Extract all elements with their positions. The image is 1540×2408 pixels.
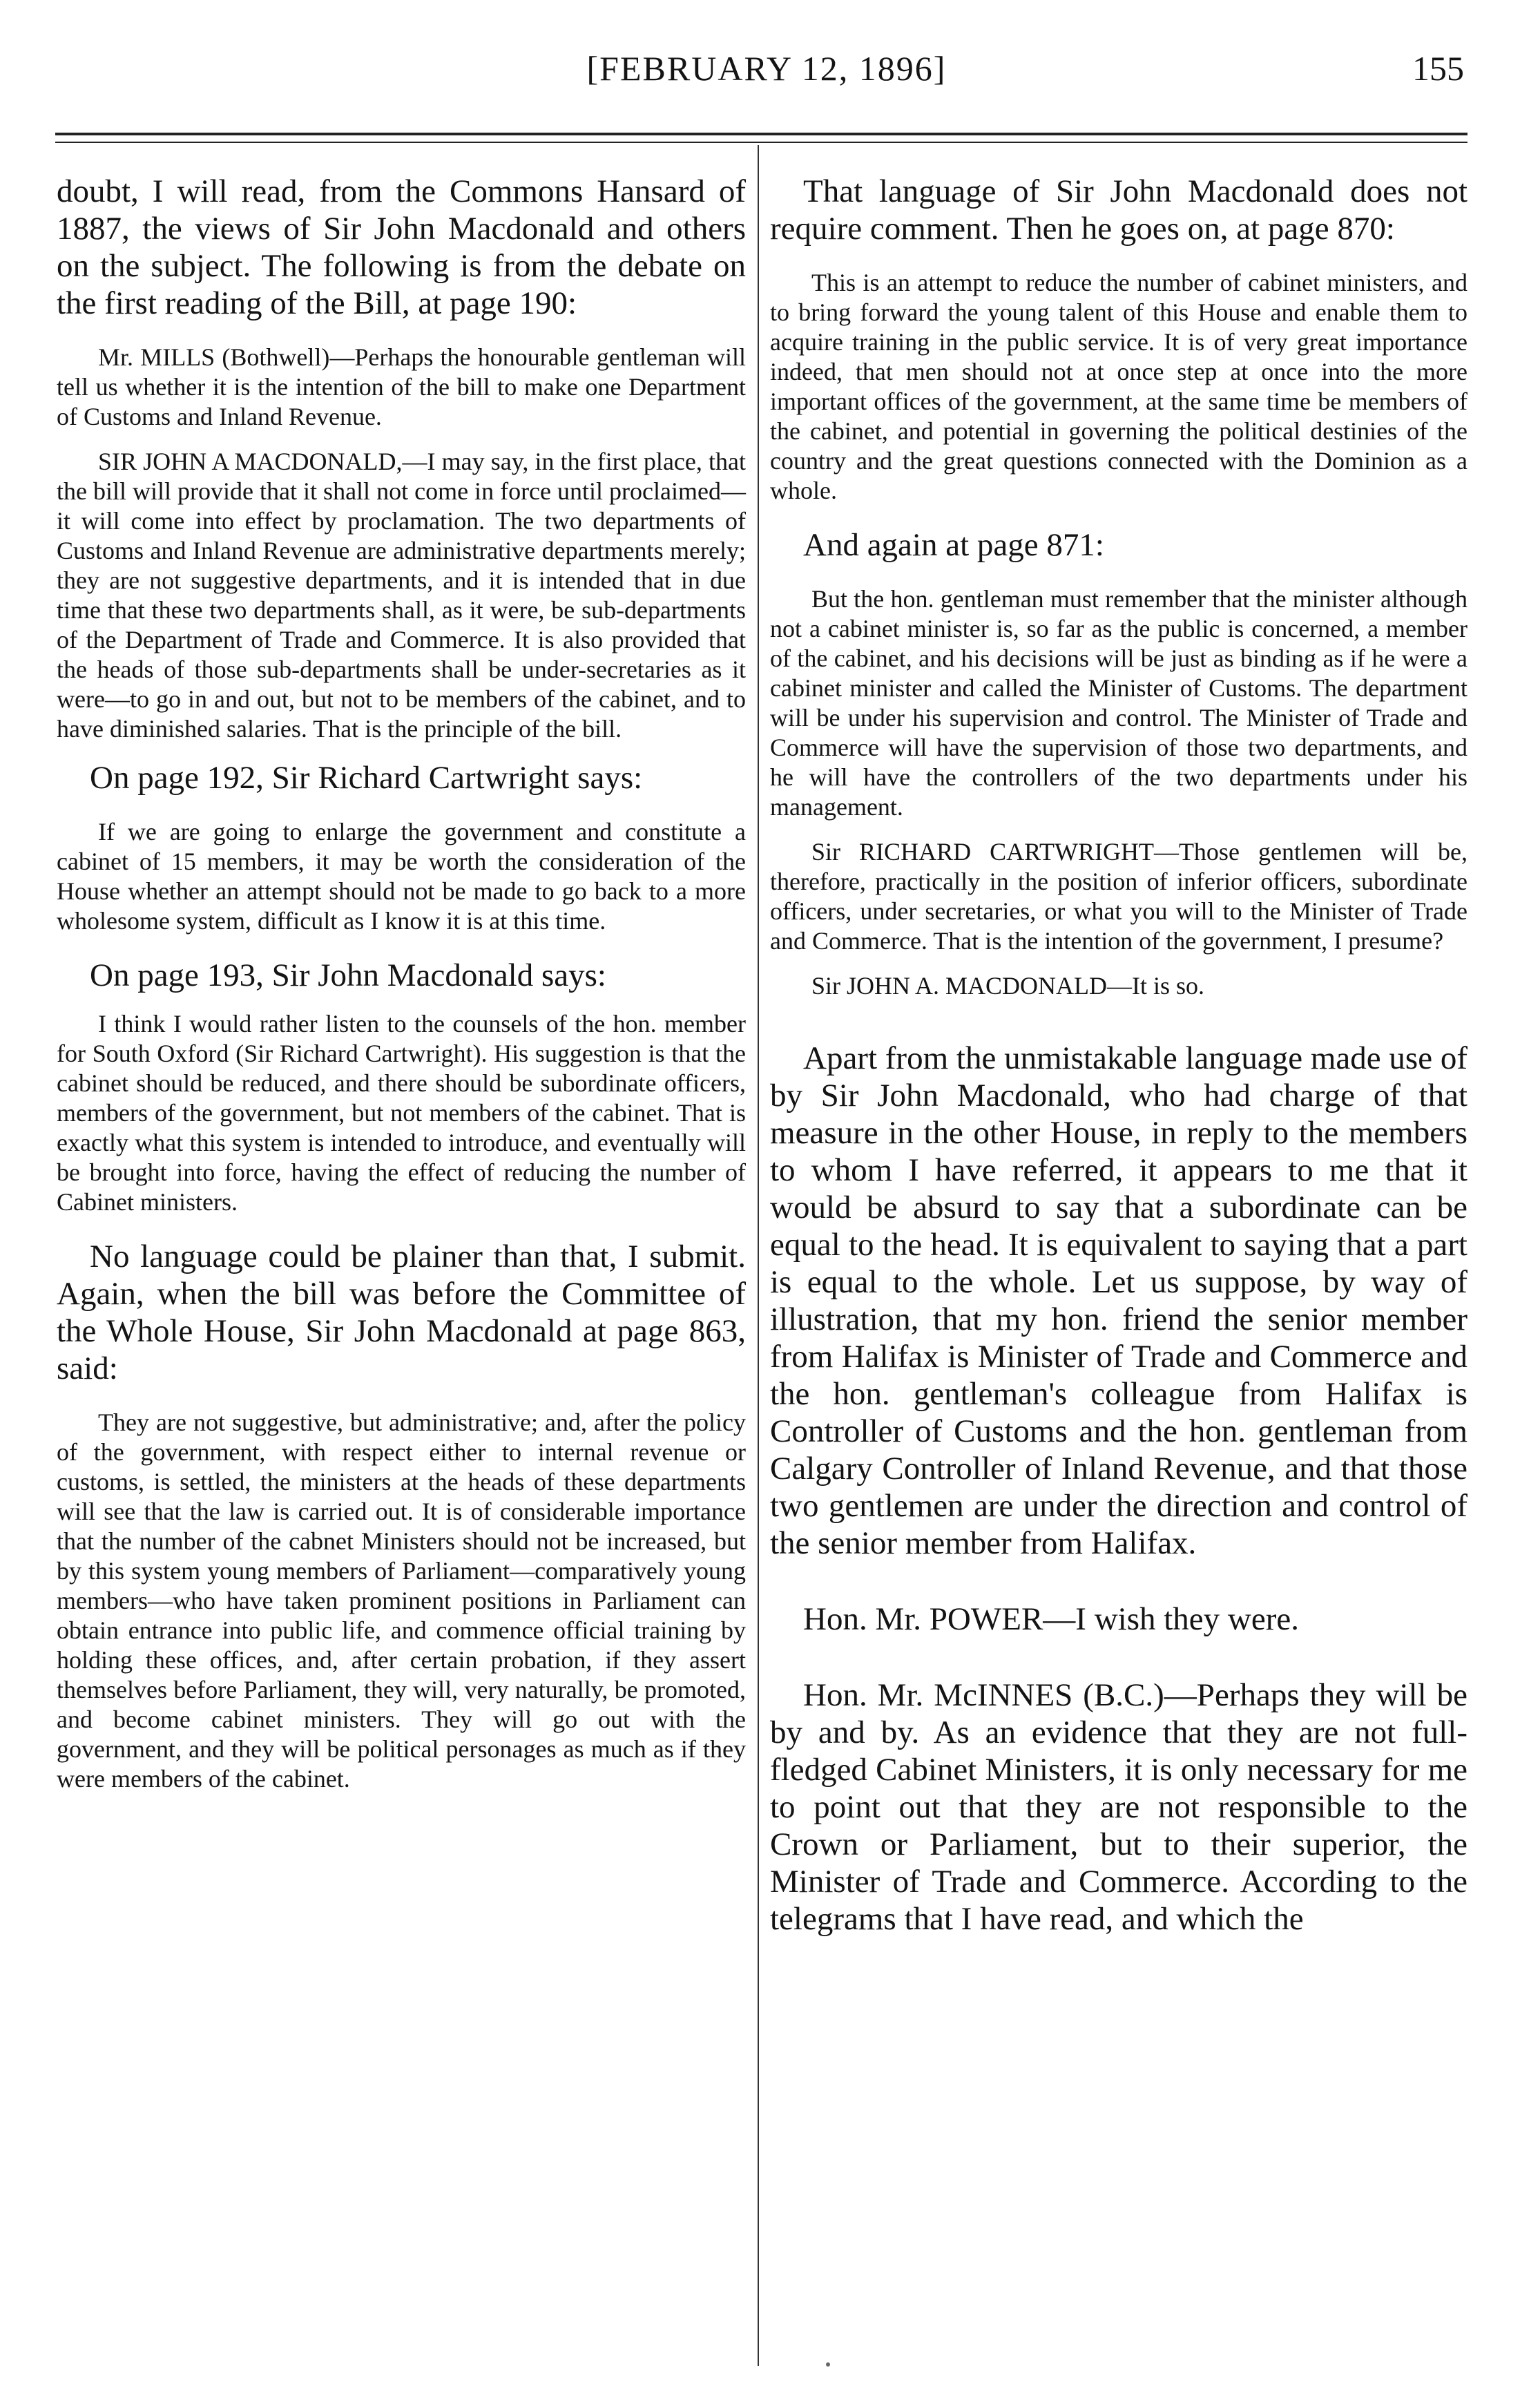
paragraph: On page 192, Sir Richard Cartwright says: [90,760,643,796]
quote-paragraph: Mr. MILLS (Bothwell)—Perhaps the honourable gentleman will tell us whether it is the intention of the bill to make one Department of Customs and Inland Revenue. [57,343,746,430]
header-rule-thick [55,133,1467,135]
paragraph: No language could be plainer than that, I submit. Again, when the bill was before the Committee of the Whole House, Sir John Macdonald at page 863, said: [57,1239,746,1386]
paragraph: That language of Sir John Macdonald does not require comment. Then he goes on, at page 870: [770,173,1467,247]
paragraph: And again at page 871: [803,527,1104,563]
paragraph: Apart from the unmistakable language made use of by Sir John Macdonald, who had charge of that measure in the other House, in reply to the members to whom I have referred, it appears to me that it would be absurd to say that a subordinate can be equal to the head. It is equivalent to saying that a part is equal to the whole. Let us suppose, by way of illustration, that my hon. friend the senior member from Halifax is Minister of Trade and Commerce and the hon. gentleman's colleague from Halifax is Controller of Customs and the hon. gentleman from Calgary Controller of Inland Revenue, and that those two gentlemen are under the direction and control of the senior member from Halifax. [770,1040,1467,1561]
left-column [57,173,746,1794]
quote-paragraph: Sir RICHARD CARTWRIGHT—Those gentlemen will be, therefore, practically in the position of inferior officers, subordinate officers, under secretaries, or what you will to the Minister of Trade and Commerce. That is the intention of the government, I presume? [770,838,1467,955]
paragraph: doubt, I will read, from the Commons Hansard of 1887, the views of Sir John Macdonald and others on the subject. The following is from the debate on the first reading of the Bill, at page 190: [57,173,746,321]
paragraph: Hon. Mr. POWER—I wish they were. [803,1601,1299,1637]
page-number: 155 [1412,49,1464,88]
right-column [770,173,1467,1938]
paragraph: Hon. Mr. McINNES (B.C.)—Perhaps they will be by and by. As an evidence that they are not full-fledged Cabinet Ministers, it is only necessary for me to point out that they are not responsible to the Crown or Parliament, but to their superior, the Minister of Trade and Commerce. According to the telegrams that I have read, and which the [770,1677,1467,1937]
header-rule-thin [55,142,1467,143]
quote-paragraph: If we are going to enlarge the government and constitute a cabinet of 15 members, it may be worth the consideration of the House whether an attempt should not be made to go back to a more wholesome system, difficult as I know it is at this time. [57,818,746,935]
paragraph: On page 193, Sir John Macdonald says: [90,957,606,993]
quote-paragraph: But the hon. gentleman must remember that the minister although not a cabinet minister is, so far as the public is concerned, a member of the cabinet, and his decisions will be just as binding as if he were a cabinet minister and called the Minister of Customs. The department will be under his supervision and control. The Minister of Trade and Commerce will have the supervision of those two departments, and he will have the controllers of the two departments under his management. [770,585,1467,821]
quote-paragraph: I think I would rather listen to the counsels of the hon. member for South Oxford (Sir Richard Cartwright). His suggestion is that the cabinet should be reduced, and there should be subordinate officers, members of the government, but not members of the cabinet. That is exactly what this system is intended to introduce, and eventually will be brought into force, having the effect of reducing the number of Cabinet ministers. [57,1010,746,1216]
column-divider [758,145,759,2366]
printer-mark [826,2362,830,2367]
quote-paragraph: Sir JOHN A. MACDONALD—It is so. [811,972,1205,1000]
quote-paragraph: This is an attempt to reduce the number of cabinet ministers, and to bring forward the young talent of this House and enable them to acquire training in the public service. It is of very great importance indeed, that men should not at once step at once into the more important offices of the government, at the same time be members of the cabinet, and potential in governing the political destinies of the country and the great questions connected with the Dominion as a whole. [770,269,1467,504]
header-date: [FEBRUARY 12, 1896] [586,49,947,88]
quote-paragraph: SIR JOHN A MACDONALD,—I may say, in the first place, that the bill will provide that it shall not come in force until proclaimed—it will come into effect by proclamation. The two departments of Customs and Inland Revenue are administrative departments merely; they are not suggestive departments, and it is intended that in due time that these two departments shall, as it were, be sub-departments of the Department of Trade and Commerce. It is also provided that the heads of those sub-departments shall be under-secretaries as it were—to go in and out, but not to be members of the cabinet, and to have diminished salaries. That is the principle of the bill. [57,448,746,743]
page-header [55,48,1478,104]
quote-paragraph: They are not suggestive, but administrative; and, after the policy of the government, with respect either to internal revenue or customs, is settled, the ministers at the heads of these departments will see that the law is carried out. It is of considerable importance that the number of the cabnet Ministers should not be increased, but by this system young members of Parliament—comparatively young members—who have taken prominent positions in Parliament can obtain entrance into public life, and commence official training by holding these offices, and, after certain probation, if they assert themselves before Parliament, they will, very naturally, be promoted, and become cabinet ministers. They will go out with the government, and they will be political personages as much as if they were members of the cabinet. [57,1408,746,1793]
